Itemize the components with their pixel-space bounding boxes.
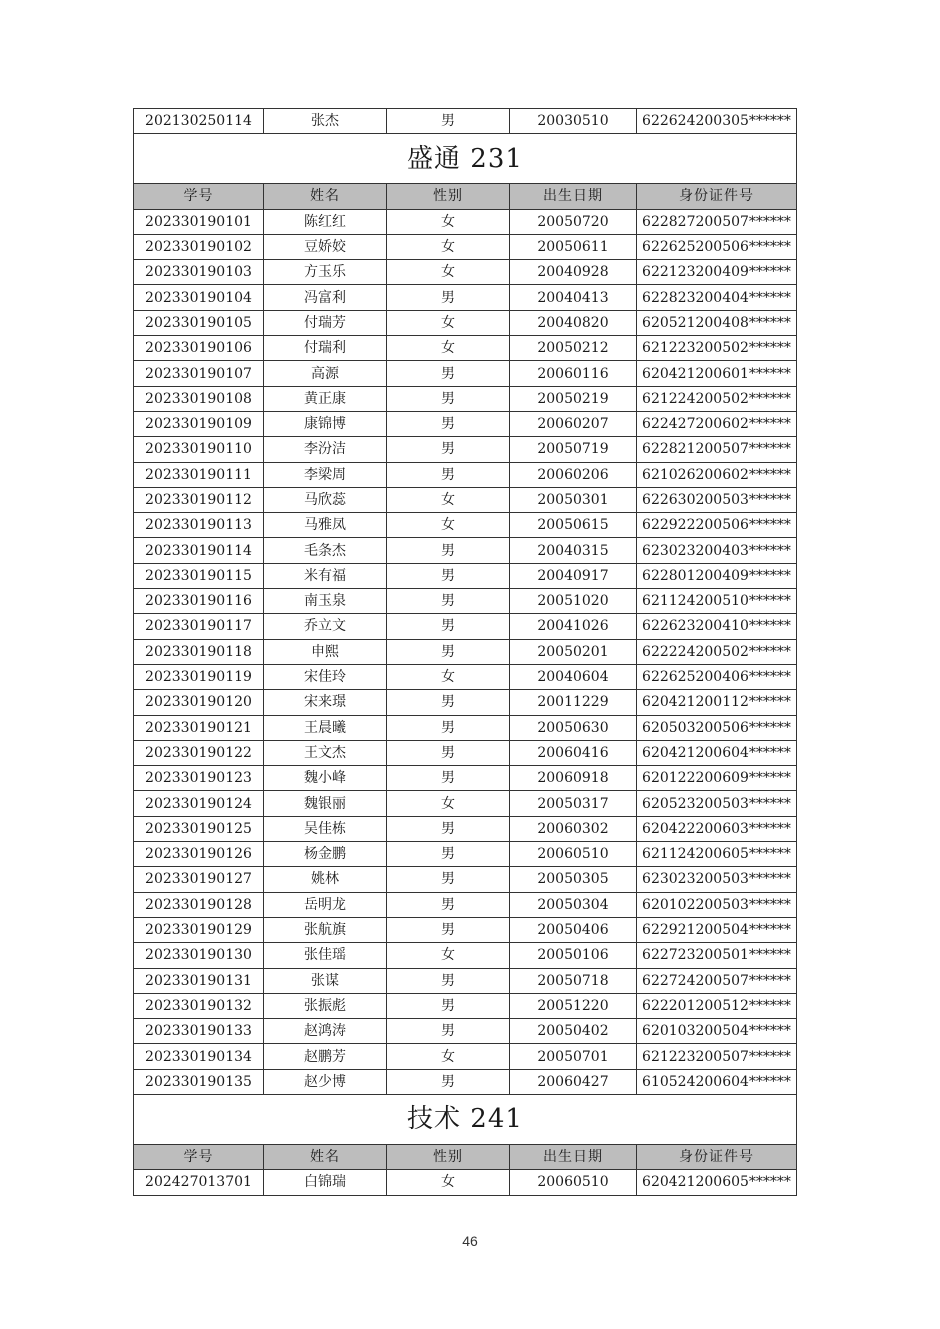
gender-cell: 男 — [387, 563, 510, 588]
table-row — [134, 690, 797, 715]
table-row — [134, 1069, 797, 1094]
name-cell: 张谋 — [264, 968, 387, 993]
id-number-cell: 622921200504****** — [637, 917, 797, 942]
birth-date-cell: 20040820 — [510, 310, 637, 335]
student-id-cell: 202330190134 — [134, 1044, 264, 1069]
name-cell: 米有福 — [264, 563, 387, 588]
birth-date-cell: 20060510 — [510, 842, 637, 867]
student-id-cell: 202330190109 — [134, 411, 264, 436]
student-id-cell: 202330190120 — [134, 690, 264, 715]
gender-cell: 男 — [387, 109, 510, 134]
student-id-cell: 202330190118 — [134, 639, 264, 664]
name-cell: 宋来璟 — [264, 690, 387, 715]
header-student-id: 学号 — [134, 184, 264, 209]
birth-date-cell: 20060427 — [510, 1069, 637, 1094]
table-row — [134, 740, 797, 765]
table-row — [134, 993, 797, 1018]
table-row — [134, 109, 797, 134]
id-number-cell: 622724200507****** — [637, 968, 797, 993]
birth-date-cell: 20050301 — [510, 487, 637, 512]
birth-date-cell: 20050212 — [510, 336, 637, 361]
id-number-cell: 620421200112****** — [637, 690, 797, 715]
name-cell: 宋佳玲 — [264, 664, 387, 689]
table-row — [134, 943, 797, 968]
table-row — [134, 386, 797, 411]
birth-date-cell: 20051020 — [510, 589, 637, 614]
id-number-cell: 623023200503****** — [637, 867, 797, 892]
birth-date-cell: 20060302 — [510, 816, 637, 841]
gender-cell: 女 — [387, 260, 510, 285]
id-number-cell: 622624200305****** — [637, 109, 797, 134]
name-cell: 高源 — [264, 361, 387, 386]
header-gender: 性别 — [387, 1144, 510, 1169]
gender-cell: 男 — [387, 386, 510, 411]
id-number-cell: 622823200404****** — [637, 285, 797, 310]
table-row — [134, 437, 797, 462]
gender-cell: 男 — [387, 917, 510, 942]
table-row — [134, 563, 797, 588]
id-number-cell: 622123200409****** — [637, 260, 797, 285]
gender-cell: 男 — [387, 766, 510, 791]
id-number-cell: 621026200602****** — [637, 462, 797, 487]
name-cell: 陈红红 — [264, 209, 387, 234]
gender-cell: 男 — [387, 993, 510, 1018]
birth-date-cell: 20011229 — [510, 690, 637, 715]
id-number-cell: 620503200506****** — [637, 715, 797, 740]
id-number-cell: 621124200605****** — [637, 842, 797, 867]
birth-date-cell: 20050406 — [510, 917, 637, 942]
birth-date-cell: 20050701 — [510, 1044, 637, 1069]
id-number-cell: 622427200602****** — [637, 411, 797, 436]
id-number-cell: 620421200604****** — [637, 740, 797, 765]
student-id-cell: 202330190127 — [134, 867, 264, 892]
header-student-id: 学号 — [134, 1144, 264, 1169]
table-row — [134, 462, 797, 487]
header-name: 姓名 — [264, 184, 387, 209]
birth-date-cell: 20040928 — [510, 260, 637, 285]
student-id-cell: 202330190135 — [134, 1069, 264, 1094]
gender-cell: 女 — [387, 664, 510, 689]
birth-date-cell: 20060207 — [510, 411, 637, 436]
birth-date-cell: 20030510 — [510, 109, 637, 134]
birth-date-cell: 20050317 — [510, 791, 637, 816]
id-number-cell: 620102200503****** — [637, 892, 797, 917]
student-id-cell: 202330190106 — [134, 336, 264, 361]
id-number-cell: 620122200609****** — [637, 766, 797, 791]
name-cell: 张杰 — [264, 109, 387, 134]
name-cell: 赵鸿涛 — [264, 1019, 387, 1044]
id-number-cell: 620421200605****** — [637, 1170, 797, 1195]
student-id-cell: 202330190107 — [134, 361, 264, 386]
table-row — [134, 589, 797, 614]
name-cell: 冯富利 — [264, 285, 387, 310]
table-row — [134, 234, 797, 259]
birth-date-cell: 20050718 — [510, 968, 637, 993]
name-cell: 李汾洁 — [264, 437, 387, 462]
gender-cell: 女 — [387, 943, 510, 968]
id-number-cell: 622224200502****** — [637, 639, 797, 664]
birth-date-cell: 20050719 — [510, 437, 637, 462]
name-cell: 岳明龙 — [264, 892, 387, 917]
birth-date-cell: 20060416 — [510, 740, 637, 765]
id-number-cell: 610524200604****** — [637, 1069, 797, 1094]
id-number-cell: 622922200506****** — [637, 513, 797, 538]
id-number-cell: 621224200502****** — [637, 386, 797, 411]
birth-date-cell: 20060116 — [510, 361, 637, 386]
name-cell: 黄正康 — [264, 386, 387, 411]
gender-cell: 男 — [387, 968, 510, 993]
student-id-cell: 202330190113 — [134, 513, 264, 538]
student-id-cell: 202330190128 — [134, 892, 264, 917]
name-cell: 姚林 — [264, 867, 387, 892]
gender-cell: 女 — [387, 1170, 510, 1195]
name-cell: 付瑞芳 — [264, 310, 387, 335]
student-id-cell: 202330190119 — [134, 664, 264, 689]
birth-date-cell: 20040315 — [510, 538, 637, 563]
header-gender: 性别 — [387, 184, 510, 209]
name-cell: 豆娇姣 — [264, 234, 387, 259]
birth-date-cell: 20040917 — [510, 563, 637, 588]
id-number-cell: 621124200510****** — [637, 589, 797, 614]
class-section-title-row — [134, 134, 797, 184]
name-cell: 魏银丽 — [264, 791, 387, 816]
table-row — [134, 260, 797, 285]
student-id-cell: 202330190108 — [134, 386, 264, 411]
name-cell: 方玉乐 — [264, 260, 387, 285]
id-number-cell: 621223200502****** — [637, 336, 797, 361]
student-id-cell: 202330190121 — [134, 715, 264, 740]
id-number-cell: 622723200501****** — [637, 943, 797, 968]
header-name: 姓名 — [264, 1144, 387, 1169]
name-cell: 付瑞利 — [264, 336, 387, 361]
name-cell: 张航旗 — [264, 917, 387, 942]
birth-date-cell: 20060510 — [510, 1170, 637, 1195]
birth-date-cell: 20050630 — [510, 715, 637, 740]
student-id-cell: 202330190123 — [134, 766, 264, 791]
name-cell: 康锦博 — [264, 411, 387, 436]
class-section-title: 盛通 231 — [134, 134, 797, 184]
gender-cell: 女 — [387, 310, 510, 335]
gender-cell: 男 — [387, 740, 510, 765]
table-row — [134, 1044, 797, 1069]
gender-cell: 男 — [387, 715, 510, 740]
student-id-cell: 202330190104 — [134, 285, 264, 310]
student-id-cell: 202330190125 — [134, 816, 264, 841]
gender-cell: 男 — [387, 411, 510, 436]
birth-date-cell: 20050611 — [510, 234, 637, 259]
birth-date-cell: 20060206 — [510, 462, 637, 487]
gender-cell: 女 — [387, 1044, 510, 1069]
student-id-cell: 202330190102 — [134, 234, 264, 259]
gender-cell: 男 — [387, 361, 510, 386]
page-number: 46 — [462, 1233, 478, 1249]
id-number-cell: 620421200601****** — [637, 361, 797, 386]
table-row — [134, 1019, 797, 1044]
id-number-cell: 622625200506****** — [637, 234, 797, 259]
table-row — [134, 285, 797, 310]
name-cell: 杨金鹏 — [264, 842, 387, 867]
birth-date-cell: 20040604 — [510, 664, 637, 689]
column-header-row — [134, 184, 797, 209]
id-number-cell: 620422200603****** — [637, 816, 797, 841]
student-id-cell: 202330190122 — [134, 740, 264, 765]
birth-date-cell: 20050219 — [510, 386, 637, 411]
id-number-cell: 620521200408****** — [637, 310, 797, 335]
id-number-cell: 620103200504****** — [637, 1019, 797, 1044]
gender-cell: 男 — [387, 690, 510, 715]
gender-cell: 男 — [387, 285, 510, 310]
birth-date-cell: 20050305 — [510, 867, 637, 892]
table-row — [134, 664, 797, 689]
column-header-row — [134, 1144, 797, 1169]
table-row — [134, 766, 797, 791]
table-row — [134, 1170, 797, 1195]
gender-cell: 男 — [387, 639, 510, 664]
header-id-number: 身份证件号 — [637, 184, 797, 209]
table-row — [134, 336, 797, 361]
name-cell: 白锦瑞 — [264, 1170, 387, 1195]
gender-cell: 女 — [387, 513, 510, 538]
id-number-cell: 622625200406****** — [637, 664, 797, 689]
table-row — [134, 639, 797, 664]
student-id-cell: 202330190114 — [134, 538, 264, 563]
id-number-cell: 622201200512****** — [637, 993, 797, 1018]
birth-date-cell: 20040413 — [510, 285, 637, 310]
student-id-cell: 202330190105 — [134, 310, 264, 335]
id-number-cell: 621223200507****** — [637, 1044, 797, 1069]
table-row — [134, 968, 797, 993]
name-cell: 张佳瑶 — [264, 943, 387, 968]
class-section-title-row — [134, 1094, 797, 1144]
gender-cell: 男 — [387, 867, 510, 892]
gender-cell: 男 — [387, 462, 510, 487]
student-id-cell: 202130250114 — [134, 109, 264, 134]
student-id-cell: 202330190126 — [134, 842, 264, 867]
name-cell: 毛条杰 — [264, 538, 387, 563]
gender-cell: 女 — [387, 487, 510, 512]
header-birth-date: 出生日期 — [510, 184, 637, 209]
student-id-cell: 202330190110 — [134, 437, 264, 462]
gender-cell: 男 — [387, 892, 510, 917]
id-number-cell: 622821200507****** — [637, 437, 797, 462]
table-row — [134, 361, 797, 386]
gender-cell: 男 — [387, 589, 510, 614]
table-row — [134, 791, 797, 816]
name-cell: 马雅凤 — [264, 513, 387, 538]
name-cell: 南玉泉 — [264, 589, 387, 614]
table-row — [134, 715, 797, 740]
table-row — [134, 411, 797, 436]
gender-cell: 女 — [387, 336, 510, 361]
student-id-cell: 202330190101 — [134, 209, 264, 234]
gender-cell: 男 — [387, 614, 510, 639]
student-id-cell: 202330190103 — [134, 260, 264, 285]
name-cell: 赵鹏芳 — [264, 1044, 387, 1069]
id-number-cell: 620523200503****** — [637, 791, 797, 816]
student-id-cell: 202330190112 — [134, 487, 264, 512]
birth-date-cell: 20060918 — [510, 766, 637, 791]
header-birth-date: 出生日期 — [510, 1144, 637, 1169]
id-number-cell: 622801200409****** — [637, 563, 797, 588]
id-number-cell: 622623200410****** — [637, 614, 797, 639]
gender-cell: 男 — [387, 816, 510, 841]
student-id-cell: 202330190133 — [134, 1019, 264, 1044]
gender-cell: 男 — [387, 538, 510, 563]
birth-date-cell: 20050304 — [510, 892, 637, 917]
gender-cell: 男 — [387, 1019, 510, 1044]
birth-date-cell: 20050106 — [510, 943, 637, 968]
table-row — [134, 614, 797, 639]
student-id-cell: 202330190132 — [134, 993, 264, 1018]
table-row — [134, 867, 797, 892]
name-cell: 张振彪 — [264, 993, 387, 1018]
birth-date-cell: 20051220 — [510, 993, 637, 1018]
name-cell: 李梁周 — [264, 462, 387, 487]
id-number-cell: 623023200403****** — [637, 538, 797, 563]
student-id-cell: 202330190117 — [134, 614, 264, 639]
student-id-cell: 202330190124 — [134, 791, 264, 816]
student-id-cell: 202427013701 — [134, 1170, 264, 1195]
name-cell: 申熙 — [264, 639, 387, 664]
table-row — [134, 892, 797, 917]
name-cell: 乔立文 — [264, 614, 387, 639]
table-row — [134, 513, 797, 538]
class-section-title: 技术 241 — [134, 1094, 797, 1144]
table-row — [134, 917, 797, 942]
table-row — [134, 842, 797, 867]
table-row — [134, 487, 797, 512]
id-number-cell: 622827200507****** — [637, 209, 797, 234]
name-cell: 魏小峰 — [264, 766, 387, 791]
table-row — [134, 538, 797, 563]
table-row — [134, 209, 797, 234]
name-cell: 吴佳栋 — [264, 816, 387, 841]
student-id-cell: 202330190115 — [134, 563, 264, 588]
gender-cell: 女 — [387, 209, 510, 234]
birth-date-cell: 20050402 — [510, 1019, 637, 1044]
student-id-cell: 202330190131 — [134, 968, 264, 993]
birth-date-cell: 20050720 — [510, 209, 637, 234]
gender-cell: 男 — [387, 1069, 510, 1094]
student-id-cell: 202330190129 — [134, 917, 264, 942]
birth-date-cell: 20050615 — [510, 513, 637, 538]
birth-date-cell: 20041026 — [510, 614, 637, 639]
gender-cell: 女 — [387, 791, 510, 816]
name-cell: 王文杰 — [264, 740, 387, 765]
id-number-cell: 622630200503****** — [637, 487, 797, 512]
student-id-cell: 202330190130 — [134, 943, 264, 968]
student-id-cell: 202330190111 — [134, 462, 264, 487]
header-id-number: 身份证件号 — [637, 1144, 797, 1169]
gender-cell: 男 — [387, 842, 510, 867]
roster-body — [134, 109, 797, 1196]
table-row — [134, 816, 797, 841]
name-cell: 赵少博 — [264, 1069, 387, 1094]
student-roster-table — [133, 108, 797, 1196]
student-id-cell: 202330190116 — [134, 589, 264, 614]
gender-cell: 男 — [387, 437, 510, 462]
table-row — [134, 310, 797, 335]
name-cell: 马欣蕊 — [264, 487, 387, 512]
gender-cell: 女 — [387, 234, 510, 259]
birth-date-cell: 20050201 — [510, 639, 637, 664]
name-cell: 王晨曦 — [264, 715, 387, 740]
